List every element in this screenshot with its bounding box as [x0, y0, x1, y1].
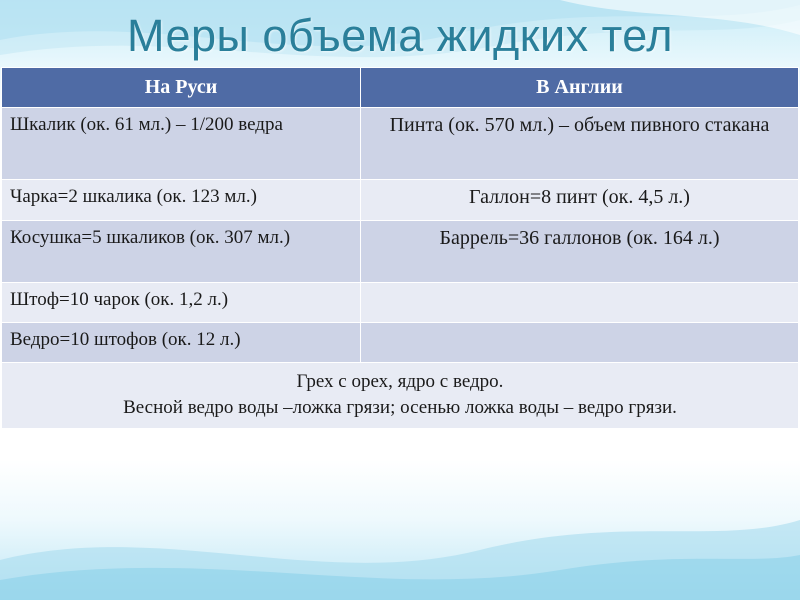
- table-cell-england: Пинта (ок. 570 мл.) – объем пивного стакана: [361, 108, 799, 180]
- table-cell-england: Баррель=36 галлонов (ок. 164 л.): [361, 221, 799, 283]
- column-header-england: В Англии: [361, 68, 799, 108]
- table-cell-rus: Косушка=5 шкаликов (ок. 307 мл.): [2, 221, 361, 283]
- table-cell-rus: Ведро=10 штофов (ок. 12 л.): [2, 323, 361, 363]
- table-cell-rus: Штоф=10 чарок (ок. 1,2 л.): [2, 283, 361, 323]
- table-row: [2, 283, 799, 323]
- table-row: [2, 108, 799, 180]
- proverb-line-1: Грех с орех, ядро с ведро.: [296, 371, 504, 392]
- table-cell-england: [361, 323, 799, 363]
- table-row: [2, 221, 799, 283]
- column-header-rus: На Руси: [2, 68, 361, 108]
- measures-table: [1, 67, 799, 429]
- table-cell-rus: Чарка=2 шкалика (ок. 123 мл.): [2, 180, 361, 221]
- table-header-row: [2, 68, 799, 108]
- slide-title: Меры объема жидких тел: [126, 10, 674, 61]
- table-footer-row: [2, 363, 799, 429]
- table-cell-rus: Шкалик (ок. 61 мл.) – 1/200 ведра: [2, 108, 361, 180]
- table-cell-england: Галлон=8 пинт (ок. 4,5 л.): [361, 180, 799, 221]
- table-row: [2, 180, 799, 221]
- proverb-line-2: Весной ведро воды –ложка грязи; осенью ложка воды – ведро грязи.: [123, 397, 677, 418]
- table-row: [2, 323, 799, 363]
- proverb-cell: [2, 363, 799, 429]
- table-cell-england: [361, 283, 799, 323]
